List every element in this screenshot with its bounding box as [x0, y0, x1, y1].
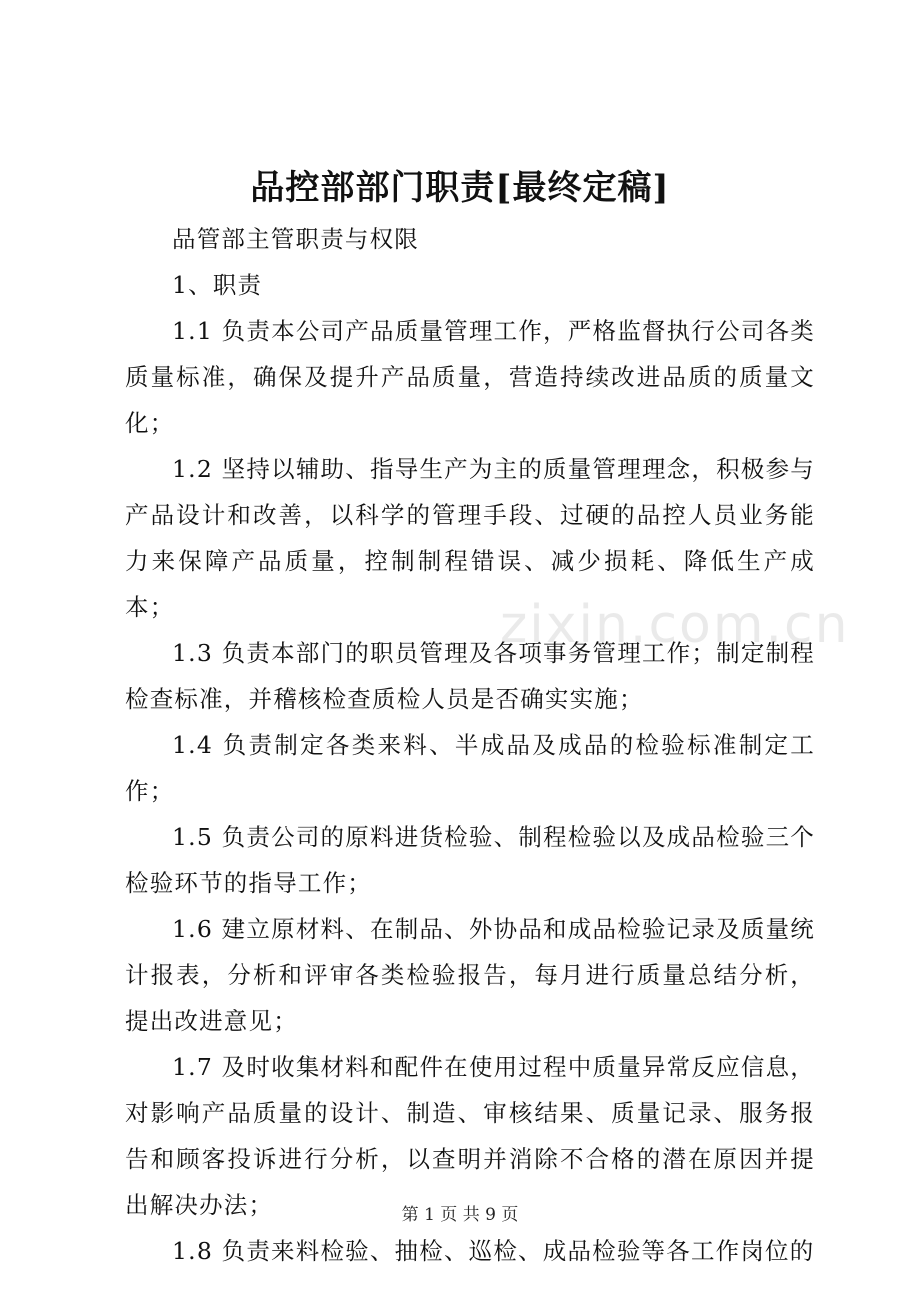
- document-body: [125, 216, 815, 1274]
- paragraph-heading: 品管部主管职责与权限: [172, 225, 419, 253]
- paragraph-item: 1.8 负责来料检验、抽检、巡检、成品检验等各工作岗位的: [172, 1237, 815, 1265]
- document-title: 品控部部门职责[最终定稿]: [250, 168, 670, 208]
- page-footer: 第 1 页 共 9 页: [401, 1205, 519, 1225]
- watermark: zixin.com.cn: [500, 595, 850, 655]
- paragraph-item: 1.1 负责本公司产品质量管理工作，严格监督执行公司各类质量标准，确保及提升产品质量，营造持续改进品质的质量文化；: [125, 317, 815, 437]
- paragraph-item: 1.5 负责公司的原料进货检验、制程检验以及成品检验三个检验环节的指导工作；: [125, 823, 815, 897]
- paragraph-item: 1.3 负责本部门的职员管理及各项事务管理工作；制定制程检查标准，并稽核检查质检人员是否确实实施；: [125, 639, 815, 713]
- paragraph-item: 1.2 坚持以辅助、指导生产为主的质量管理理念，积极参与产品设计和改善，以科学的管理手段、过硬的品控人员业务能力来保障产品质量，控制制程错误、减少损耗、降低生产成本；: [125, 455, 815, 621]
- paragraph-item: 1.7 及时收集材料和配件在使用过程中质量异常反应信息，对影响产品质量的设计、制造、审核结果、质量记录、服务报告和顾客投诉进行分析，以查明并消除不合格的潜在原因并提出解决办法；: [125, 1053, 815, 1219]
- paragraph-item: 1.4 负责制定各类来料、半成品及成品的检验标准制定工作；: [125, 731, 815, 805]
- paragraph-item: 1.6 建立原材料、在制品、外协品和成品检验记录及质量统计报表，分析和评审各类检验报告，每月进行质量总结分析，提出改进意见；: [125, 915, 815, 1035]
- paragraph-section: 1、职责: [172, 271, 263, 299]
